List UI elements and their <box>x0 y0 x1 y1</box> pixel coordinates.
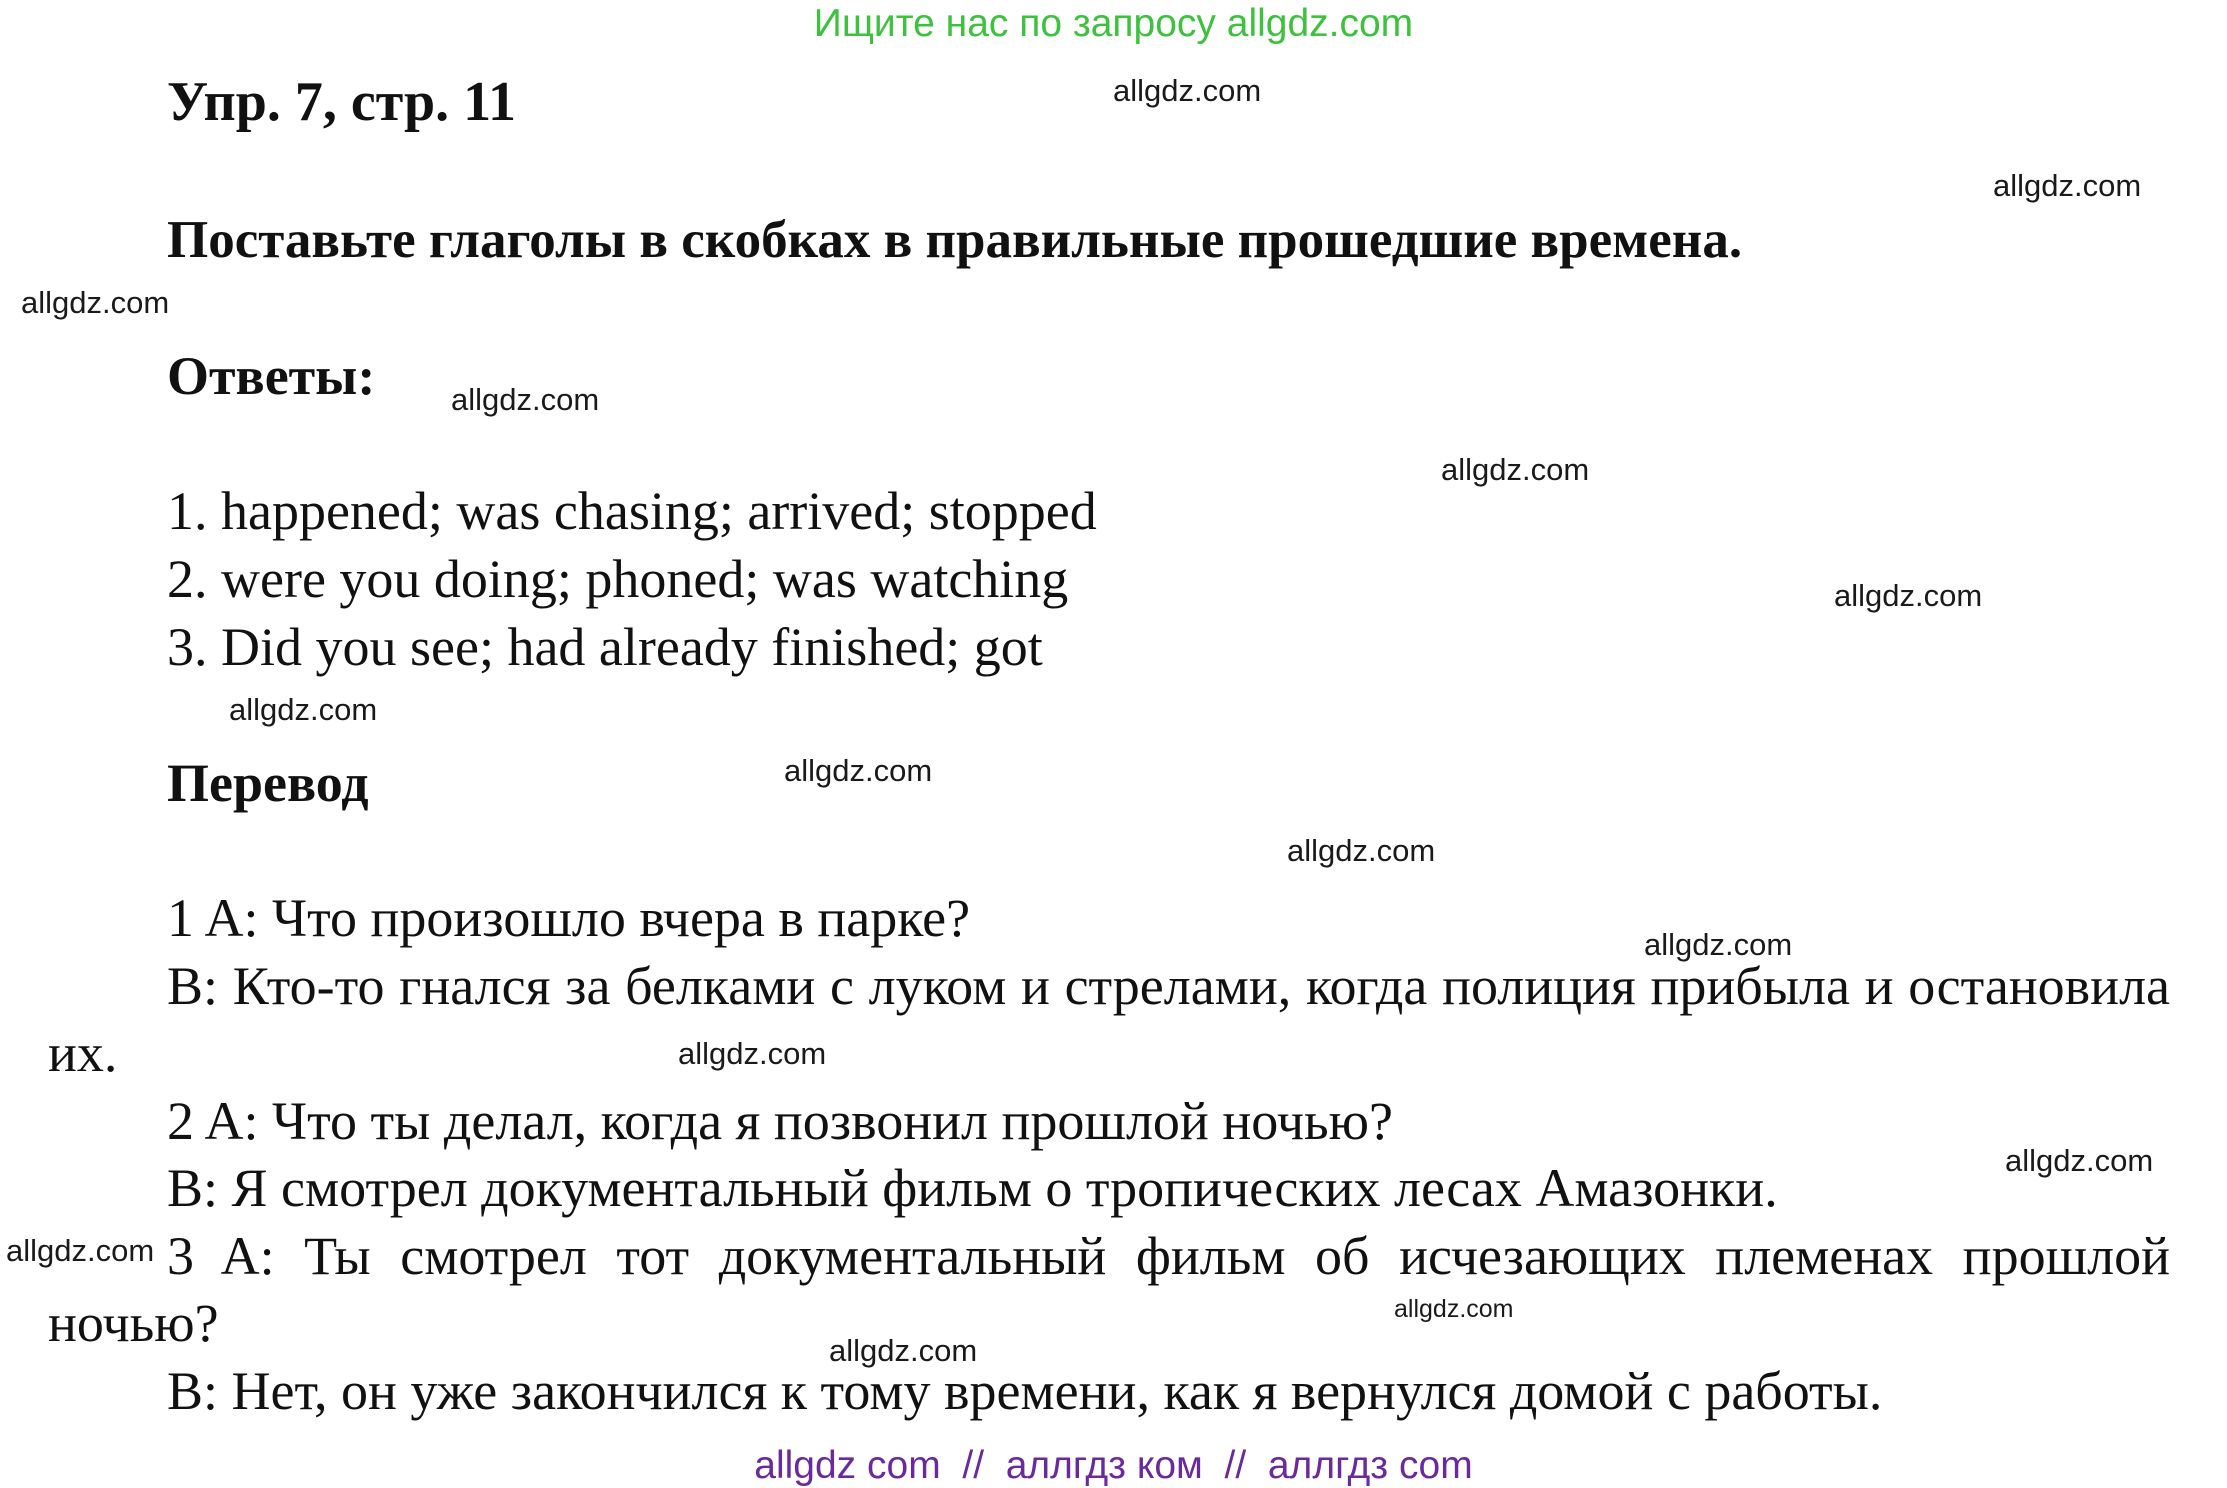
translation-line: B: Кто-то гнался за белками с луком и стрелами, когда полиция прибыла и остановила их. <box>48 955 2170 1083</box>
top-banner: Ищите нас по запросу allgdz.com <box>813 2 1414 45</box>
watermark: allgdz.com <box>1113 73 1262 108</box>
task-instruction: Поставьте глаголы в скобках в правильные прошедшие времена. <box>167 211 1743 269</box>
watermark: allgdz.com <box>829 1333 978 1368</box>
translation-line: 2 A: Что ты делал, когда я позвонил прошлой ночью? <box>167 1090 1393 1151</box>
translation-line: 3 A: Ты смотрел тот документальный фильм об исчезающих племенах прошлой ночью? <box>48 1225 2170 1353</box>
watermark: allgdz.com <box>1644 927 1793 962</box>
exercise-title: Упр. 7, стр. 11 <box>167 71 517 133</box>
translation-line: B: Нет, он уже закончился к тому времени, как я вернулся домой с работы. <box>167 1360 1883 1421</box>
translation-heading: Перевод <box>167 753 369 813</box>
watermark: allgdz.com <box>1993 168 2142 203</box>
translation-text <box>48 885 2170 1425</box>
watermark: allgdz.com <box>1834 578 1983 613</box>
watermark: allgdz.com <box>1441 452 1590 487</box>
answer-item: 1. happened; was chasing; arrived; stopped <box>167 481 1097 541</box>
translation-line: B: Я смотрел документальный фильм о тропических лесах Амазонки. <box>167 1158 1778 1218</box>
watermark: allgdz.com <box>6 1233 155 1268</box>
answers-list <box>167 477 1097 681</box>
watermark: allgdz.com <box>678 1036 827 1071</box>
watermark: allgdz.com <box>1394 1295 1514 1323</box>
answer-item: 2. were you doing; phoned; was watching <box>167 549 1069 609</box>
watermark: allgdz.com <box>1287 833 1436 868</box>
watermark: allgdz.com <box>784 753 933 788</box>
bottom-banner: allgdz com // аллгдз ком // аллгдз com <box>754 1444 1473 1487</box>
watermark: allgdz.com <box>2005 1143 2154 1178</box>
watermark: allgdz.com <box>21 285 170 320</box>
answers-heading: Ответы: <box>167 346 376 406</box>
watermark: allgdz.com <box>451 382 600 417</box>
answer-item: 3. Did you see; had already finished; got <box>167 617 1043 677</box>
translation-line: 1 A: Что произошло вчера в парке? <box>167 888 971 948</box>
watermark: allgdz.com <box>229 692 378 727</box>
